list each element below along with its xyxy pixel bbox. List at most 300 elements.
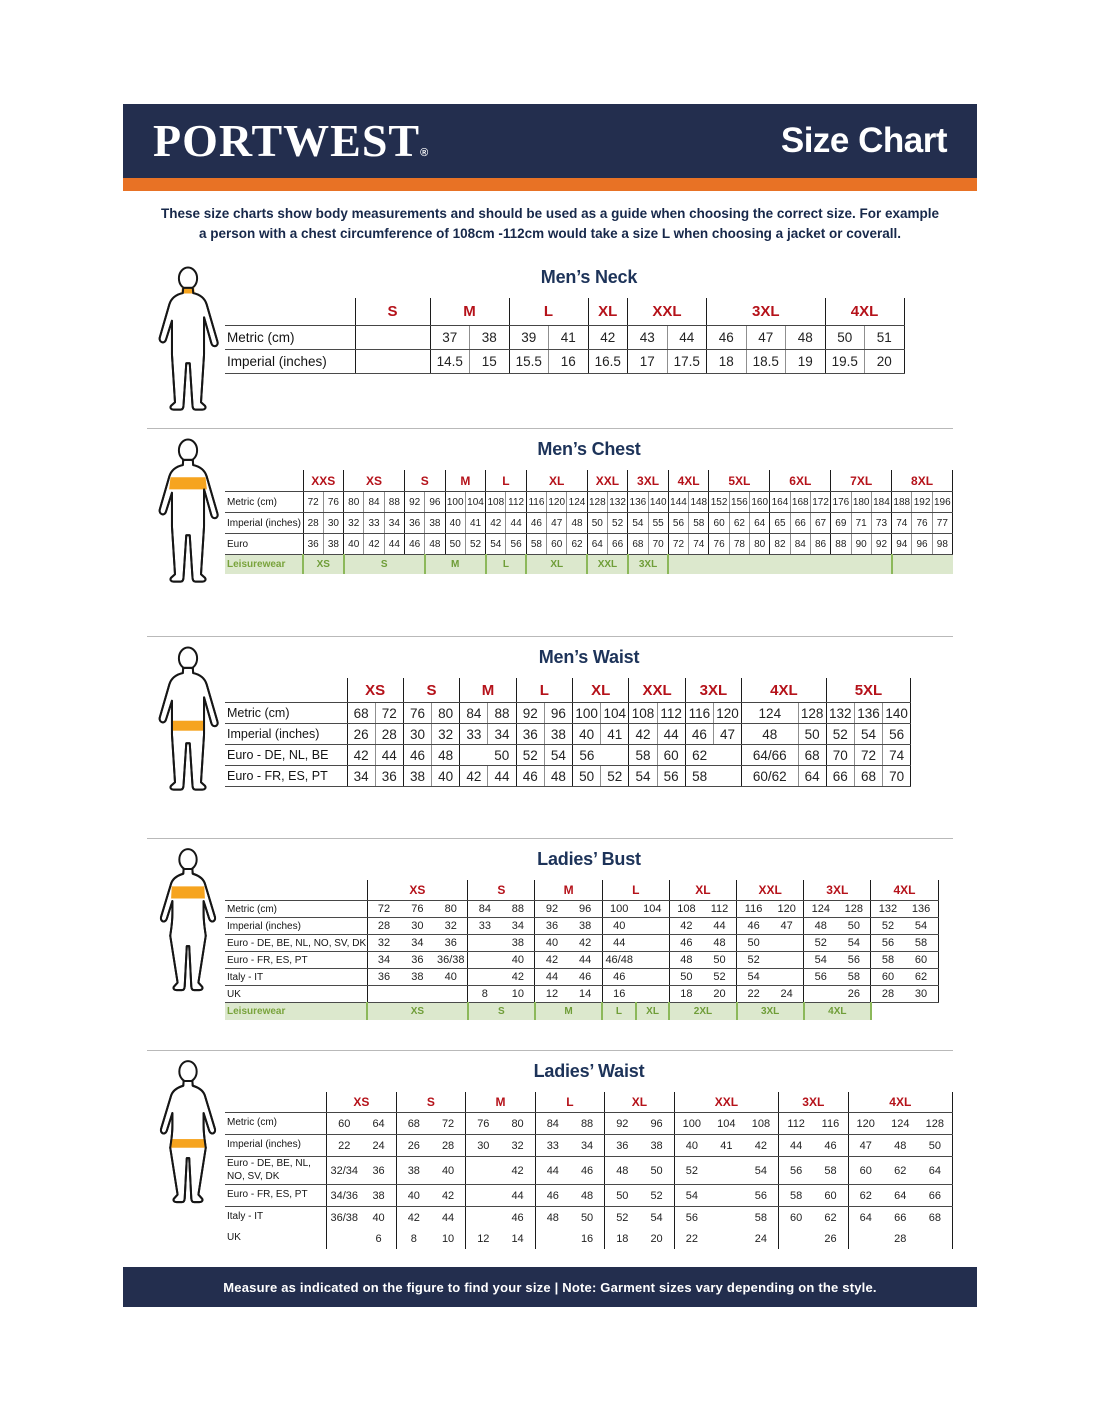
section-title-ladies-waist: Ladies’ Waist — [533, 1061, 645, 1082]
size-value-cell: 92 — [404, 492, 424, 513]
size-value-cell: 84 — [364, 492, 384, 513]
size-label-xs: XS — [367, 880, 468, 901]
size-value-cell: 65 — [770, 513, 790, 534]
size-label-m: M — [535, 880, 602, 901]
size-value-cell: 42 — [588, 326, 628, 350]
size-value-cell: 124 — [883, 1113, 918, 1135]
size-value-cell — [709, 1228, 744, 1249]
size-value-cell: 84 — [535, 1113, 570, 1135]
size-chart-page — [123, 0, 977, 1307]
size-value-cell: 47 — [713, 724, 741, 745]
header-bar — [123, 104, 977, 178]
size-value-cell: 12 — [535, 986, 569, 1003]
size-value-cell: 64 — [883, 1185, 918, 1207]
size-value-cell — [779, 1228, 814, 1249]
size-value-cell: 46 — [707, 326, 747, 350]
size-value-cell: 46 — [516, 766, 544, 787]
row-label: Euro - DE, BE, NL, NO, SV, DK — [225, 935, 367, 952]
size-value-cell: 50 — [587, 513, 607, 534]
intro-text — [133, 204, 967, 243]
size-value-cell: 16 — [549, 350, 589, 374]
size-value-cell: 48 — [605, 1157, 640, 1185]
size-value-cell: 60 — [547, 534, 567, 555]
size-value-cell: 124 — [804, 901, 838, 918]
size-label-m: M — [445, 470, 486, 492]
size-value-cell: 33 — [364, 513, 384, 534]
size-value-cell: 34 — [347, 766, 375, 787]
section-title-mens-waist: Men’s Waist — [538, 647, 640, 668]
size-value-cell: 26 — [824, 1232, 837, 1245]
size-value-cell: 77 — [932, 513, 952, 534]
female-body-illustration — [149, 1057, 227, 1209]
size-value-cell: 52 — [826, 724, 854, 745]
size-label-8xl: 8XL — [892, 470, 953, 492]
size-value-cell: 54 — [905, 918, 939, 935]
size-value-cell: 28 — [431, 1135, 466, 1157]
table-row — [225, 766, 911, 787]
size-value-cell: 54 — [650, 1211, 663, 1224]
size-value-cell — [355, 326, 430, 350]
size-value-cell: 54 — [837, 935, 871, 952]
size-value-cell: 184 — [871, 492, 891, 513]
size-value-cell: 120 — [713, 703, 741, 724]
size-label-s: S — [468, 880, 535, 901]
size-value-cell: 34 — [488, 724, 516, 745]
size-value-cell: 80 — [750, 534, 770, 555]
table-row — [225, 350, 904, 374]
row-label: Euro - DE, BE, NL, NO, SV, DK — [225, 1157, 327, 1185]
size-value-cell — [601, 745, 629, 766]
size-value-cell: 54 — [854, 724, 882, 745]
size-value-cell: 132 — [826, 703, 854, 724]
size-value-cell: 70 — [648, 534, 668, 555]
section-title-mens-chest: Men’s Chest — [537, 439, 641, 460]
size-value-cell: 88 — [488, 703, 516, 724]
size-value-cell — [468, 969, 502, 986]
size-value-cell: 64 — [750, 513, 770, 534]
size-value-cell: 46 — [511, 1211, 524, 1224]
size-value-cell: 52 — [516, 745, 544, 766]
size-value-cell: 40 — [445, 513, 465, 534]
size-value-cell: 58 — [905, 935, 939, 952]
size-label-s: S — [396, 1092, 466, 1113]
size-value-cell: 180 — [851, 492, 871, 513]
size-value-cell: 46 — [526, 513, 546, 534]
size-value-cell: 56 — [506, 534, 526, 555]
size-value-cell: 60 — [848, 1157, 883, 1185]
size-value-cell: 70 — [826, 745, 854, 766]
size-value-cell: 96 — [912, 534, 932, 555]
size-value-cell: 36 — [516, 724, 544, 745]
size-value-cell: 48 — [669, 952, 703, 969]
size-value-cell: 72 — [375, 703, 403, 724]
size-label-xxl: XXL — [629, 678, 685, 703]
size-value-cell: 88 — [384, 492, 404, 513]
size-value-cell: 92 — [871, 534, 891, 555]
size-value-cell: 28 — [894, 1232, 907, 1245]
size-value-cell: 60 — [813, 1185, 848, 1207]
size-value-cell: 128 — [587, 492, 607, 513]
size-value-cell: 64 — [361, 1113, 396, 1135]
size-value-cell: 62 — [883, 1157, 918, 1185]
size-value-cell: 58 — [689, 513, 709, 534]
size-value-cell: 60 — [327, 1113, 362, 1135]
size-label-4xl: 4XL — [871, 880, 938, 901]
size-value-cell: 48 — [535, 1207, 570, 1229]
row-label: Metric (cm) — [225, 492, 303, 513]
size-value-cell: 152 — [709, 492, 729, 513]
size-value-cell: 48 — [786, 326, 826, 350]
size-value-cell: 108 — [629, 703, 657, 724]
size-value-cell: 46 — [404, 534, 424, 555]
size-value-cell: 36 — [367, 969, 401, 986]
size-value-cell: 37 — [430, 326, 470, 350]
size-value-cell: 18 — [707, 350, 747, 374]
size-label-4xl: 4XL — [825, 298, 904, 326]
size-value-cell: 96 — [569, 901, 603, 918]
size-value-cell: 20 — [865, 350, 905, 374]
size-value-cell: 36/38 — [327, 1207, 362, 1229]
size-value-cell: 52 — [601, 766, 629, 787]
size-value-cell: 140 — [883, 703, 911, 724]
table-row — [225, 1113, 953, 1135]
size-value-cell: 176 — [831, 492, 851, 513]
size-label-xxs: XXS — [303, 470, 344, 492]
size-value-cell: 40 — [434, 969, 468, 986]
size-value-cell: 48 — [425, 534, 445, 555]
size-value-cell: 56 — [871, 935, 905, 952]
size-value-cell: 38 — [361, 1185, 396, 1207]
size-value-cell: 71 — [851, 513, 871, 534]
size-label-s: S — [403, 678, 459, 703]
size-label-s: S — [404, 470, 445, 492]
size-value-cell: 108 — [744, 1113, 779, 1135]
size-value-cell: 50 — [580, 1211, 594, 1224]
size-label-xl: XL — [605, 1092, 675, 1113]
size-value-cell: 108 — [486, 492, 506, 513]
logo-text: PORTWEST — [153, 115, 421, 166]
leisure-size-cell: L — [602, 1003, 636, 1021]
size-value-cell: 112 — [779, 1113, 814, 1135]
size-value-cell: 30 — [401, 918, 435, 935]
section-mens-waist — [147, 637, 953, 839]
size-value-cell: 52 — [871, 918, 905, 935]
size-value-cell: 46 — [737, 918, 771, 935]
size-value-cell: 112 — [703, 901, 737, 918]
portwest-logo — [153, 115, 430, 166]
size-value-cell: 30 — [403, 724, 431, 745]
size-value-cell: 36 — [401, 952, 435, 969]
table-row — [225, 745, 911, 766]
leisure-size-cell — [668, 555, 891, 575]
size-value-cell: 14 — [569, 986, 603, 1003]
size-value-cell: 52 — [607, 513, 627, 534]
leisure-size-cell: M — [535, 1003, 602, 1021]
leisure-size-cell: 3XL — [737, 1003, 804, 1021]
size-value-cell: 68 — [854, 766, 882, 787]
size-value-cell: 56 — [657, 766, 685, 787]
size-value-cell: 66 — [918, 1185, 953, 1207]
size-value-cell: 38 — [323, 534, 343, 555]
size-value-cell: 14.5 — [430, 350, 470, 374]
size-value-cell: 50 — [605, 1185, 640, 1207]
size-value-cell: 58 — [629, 745, 657, 766]
size-value-cell: 42 — [347, 745, 375, 766]
size-value-cell: 128 — [918, 1113, 953, 1135]
size-value-cell: 54 — [744, 1157, 779, 1185]
size-value-cell — [466, 1185, 501, 1207]
size-value-cell: 144 — [668, 492, 688, 513]
size-value-cell: 68 — [798, 745, 826, 766]
size-value-cell: 66 — [607, 534, 627, 555]
size-value-cell — [355, 350, 430, 374]
size-value-cell — [804, 986, 838, 1003]
size-value-cell: 136 — [628, 492, 648, 513]
size-value-cell: 38 — [396, 1157, 431, 1185]
size-value-cell: 52 — [639, 1185, 674, 1207]
size-value-cell: 50 — [918, 1135, 953, 1157]
size-value-cell: 72 — [303, 492, 323, 513]
male-chest-figure — [149, 435, 229, 592]
table-row — [225, 1157, 953, 1185]
size-value-cell: 116 — [813, 1113, 848, 1135]
male-neck-figure — [149, 263, 229, 420]
size-value-cell: 55 — [648, 513, 668, 534]
size-value-cell: 24 — [770, 986, 804, 1003]
size-value-cell: 46 — [403, 745, 431, 766]
size-value-cell: 72 — [854, 745, 882, 766]
size-label-xl: XL — [669, 880, 736, 901]
size-value-cell — [466, 1157, 501, 1185]
size-label-xs: XS — [347, 678, 403, 703]
size-value-cell: 44 — [667, 326, 707, 350]
size-value-cell — [367, 986, 401, 1003]
size-value-cell: 50 — [737, 935, 771, 952]
size-value-cell: 46 — [535, 1185, 570, 1207]
male-body-illustration — [149, 643, 227, 795]
size-value-cell: 104 — [601, 703, 629, 724]
size-value-cell: 48 — [567, 513, 587, 534]
size-value-cell: 67 — [810, 513, 830, 534]
section-mens-chest — [147, 429, 953, 637]
size-value-cell: 16 — [602, 986, 636, 1003]
table-row — [225, 492, 953, 513]
leisurewear-row — [225, 1003, 938, 1021]
size-value-cell: 94 — [892, 534, 912, 555]
row-label: UK — [225, 986, 367, 1003]
size-value-cell: 96 — [639, 1113, 674, 1135]
footer-bar — [123, 1267, 977, 1307]
size-value-cell: 56 — [779, 1157, 814, 1185]
size-value-cell: 90 — [851, 534, 871, 555]
size-value-cell — [770, 952, 804, 969]
size-value-cell: 12 — [466, 1228, 501, 1249]
row-label: Imperial (inches) — [225, 513, 303, 534]
size-value-cell: 46 — [813, 1135, 848, 1157]
leisure-size-cell: S — [468, 1003, 535, 1021]
size-value-cell: 47 — [746, 326, 786, 350]
size-value-cell: 32 — [367, 935, 401, 952]
size-label-5xl: 5XL — [709, 470, 770, 492]
size-value-cell: 19 — [786, 350, 826, 374]
size-value-cell: 40 — [432, 766, 460, 787]
size-value-cell: 54 — [486, 534, 506, 555]
table-row — [225, 1185, 953, 1207]
size-value-cell: 40 — [431, 1157, 466, 1185]
row-label: Euro - FR, ES, PT — [225, 952, 367, 969]
size-value-cell: 58 — [779, 1185, 814, 1207]
size-value-cell: 58 — [837, 969, 871, 986]
size-value-cell: 66 — [790, 513, 810, 534]
size-value-cell: 48 — [703, 935, 737, 952]
size-value-cell: 50 — [445, 534, 465, 555]
size-value-cell: 47 — [547, 513, 567, 534]
size-value-cell: 132 — [871, 901, 905, 918]
size-value-cell: 100 — [445, 492, 465, 513]
table-row — [225, 1228, 953, 1249]
size-value-cell: 30 — [466, 1135, 501, 1157]
size-value-cell: 36/38 — [434, 952, 468, 969]
row-label: Imperial (inches) — [225, 918, 367, 935]
size-value-cell — [918, 1228, 953, 1249]
size-value-cell: 50 — [669, 969, 703, 986]
size-value-cell: 70 — [883, 766, 911, 787]
size-value-cell: 56 — [744, 1185, 779, 1207]
table-row — [225, 918, 938, 935]
size-value-cell: 96 — [544, 703, 572, 724]
size-value-cell: 58 — [685, 766, 713, 787]
row-label: Euro - FR, ES, PT — [225, 766, 347, 787]
size-value-cell: 8 — [468, 986, 502, 1003]
size-value-cell: 80 — [344, 492, 364, 513]
size-value-cell: 44 — [375, 745, 403, 766]
size-label-3xl: 3XL — [628, 470, 669, 492]
size-value-cell: 56 — [837, 952, 871, 969]
size-value-cell: 32 — [434, 918, 468, 935]
leisurewear-row — [225, 555, 953, 575]
leisure-size-cell: XXL — [587, 555, 628, 575]
size-value-cell: 22 — [327, 1135, 362, 1157]
size-value-cell: 17.5 — [667, 350, 707, 374]
size-value-cell: 72 — [431, 1113, 466, 1135]
size-value-cell: 28 — [375, 724, 403, 745]
size-value-cell: 26 — [396, 1135, 431, 1157]
size-value-cell: 84 — [460, 703, 488, 724]
size-value-cell: 51 — [865, 326, 905, 350]
size-value-cell: 33 — [535, 1135, 570, 1157]
size-value-cell — [848, 1228, 883, 1249]
size-value-cell: 74 — [689, 534, 709, 555]
size-value-cell: 46 — [685, 724, 713, 745]
size-value-cell: 42 — [744, 1135, 779, 1157]
size-value-cell: 128 — [837, 901, 871, 918]
size-value-cell: 36 — [434, 935, 468, 952]
row-label: Metric (cm) — [225, 1113, 327, 1135]
size-value-cell: 100 — [602, 901, 636, 918]
size-label-3xl: 3XL — [804, 880, 871, 901]
size-value-cell — [636, 935, 670, 952]
size-value-cell: 38 — [544, 724, 572, 745]
size-value-cell: 68 — [628, 534, 648, 555]
size-value-cell: 24 — [361, 1135, 396, 1157]
leisurewear-label: Leisurewear — [225, 555, 303, 575]
size-value-cell: 32 — [432, 724, 460, 745]
size-value-cell: 42 — [629, 724, 657, 745]
female-body-illustration — [149, 845, 227, 997]
size-value-cell: 44 — [779, 1135, 814, 1157]
size-value-cell: 41 — [465, 513, 485, 534]
size-value-cell: 80 — [434, 901, 468, 918]
leisure-size-cell — [871, 1003, 938, 1021]
size-value-cell: 64/66 — [742, 745, 798, 766]
size-value-cell: 50 — [573, 766, 601, 787]
size-value-cell: 36 — [605, 1135, 640, 1157]
size-value-cell: 104 — [709, 1113, 744, 1135]
size-value-cell: 44 — [488, 766, 516, 787]
accent-stripe — [123, 178, 977, 191]
size-value-cell: 52 — [465, 534, 485, 555]
size-value-cell: 36 — [361, 1157, 396, 1185]
size-value-cell: 52 — [703, 969, 737, 986]
size-value-cell: 64 — [798, 766, 826, 787]
size-value-cell: 56 — [573, 745, 601, 766]
row-label: Euro - FR, ES, PT — [225, 1185, 327, 1207]
size-value-cell: 46 — [570, 1157, 605, 1185]
table-row — [225, 986, 938, 1003]
size-value-cell: 48 — [804, 918, 838, 935]
size-value-cell: 18 — [605, 1228, 640, 1249]
size-value-cell: 38 — [501, 935, 535, 952]
footer-note: Measure as indicated on the figure to find your size | Note: Garment sizes vary depending on the style. — [223, 1279, 877, 1295]
size-value-cell: 40 — [372, 1211, 385, 1224]
size-value-cell: 36 — [303, 534, 323, 555]
size-label-6xl: 6XL — [770, 470, 831, 492]
leisure-size-cell: XL — [526, 555, 587, 575]
size-value-cell: 44 — [657, 724, 685, 745]
size-value-cell — [709, 1185, 744, 1207]
size-header-row — [225, 1092, 953, 1113]
size-value-cell: 60 — [709, 513, 729, 534]
size-value-cell: 56 — [668, 513, 688, 534]
size-value-cell: 168 — [790, 492, 810, 513]
size-value-cell: 76 — [466, 1113, 501, 1135]
size-value-cell: 34 — [570, 1135, 605, 1157]
size-value-cell: 42 — [500, 1157, 535, 1185]
size-value-cell: 15 — [470, 350, 510, 374]
size-label-l: L — [509, 298, 588, 326]
table-row — [225, 935, 938, 952]
table-row — [225, 1135, 953, 1157]
size-value-cell: 69 — [831, 513, 851, 534]
size-value-cell: 38 — [639, 1135, 674, 1157]
size-value-cell: 136 — [854, 703, 882, 724]
size-value-cell: 88 — [570, 1113, 605, 1135]
size-value-cell — [401, 986, 435, 1003]
table-row — [225, 969, 938, 986]
size-value-cell: 44 — [535, 969, 569, 986]
size-value-cell: 54 — [544, 745, 572, 766]
size-value-cell: 120 — [770, 901, 804, 918]
size-header-row — [225, 880, 938, 901]
size-value-cell: 62 — [848, 1185, 883, 1207]
size-value-cell: 64 — [918, 1157, 953, 1185]
size-value-cell: 76 — [323, 492, 343, 513]
size-value-cell: 10 — [441, 1232, 455, 1245]
size-value-cell: 78 — [729, 534, 749, 555]
size-value-cell: 104 — [465, 492, 485, 513]
size-value-cell: 50 — [825, 326, 865, 350]
size-value-cell — [709, 1157, 744, 1185]
